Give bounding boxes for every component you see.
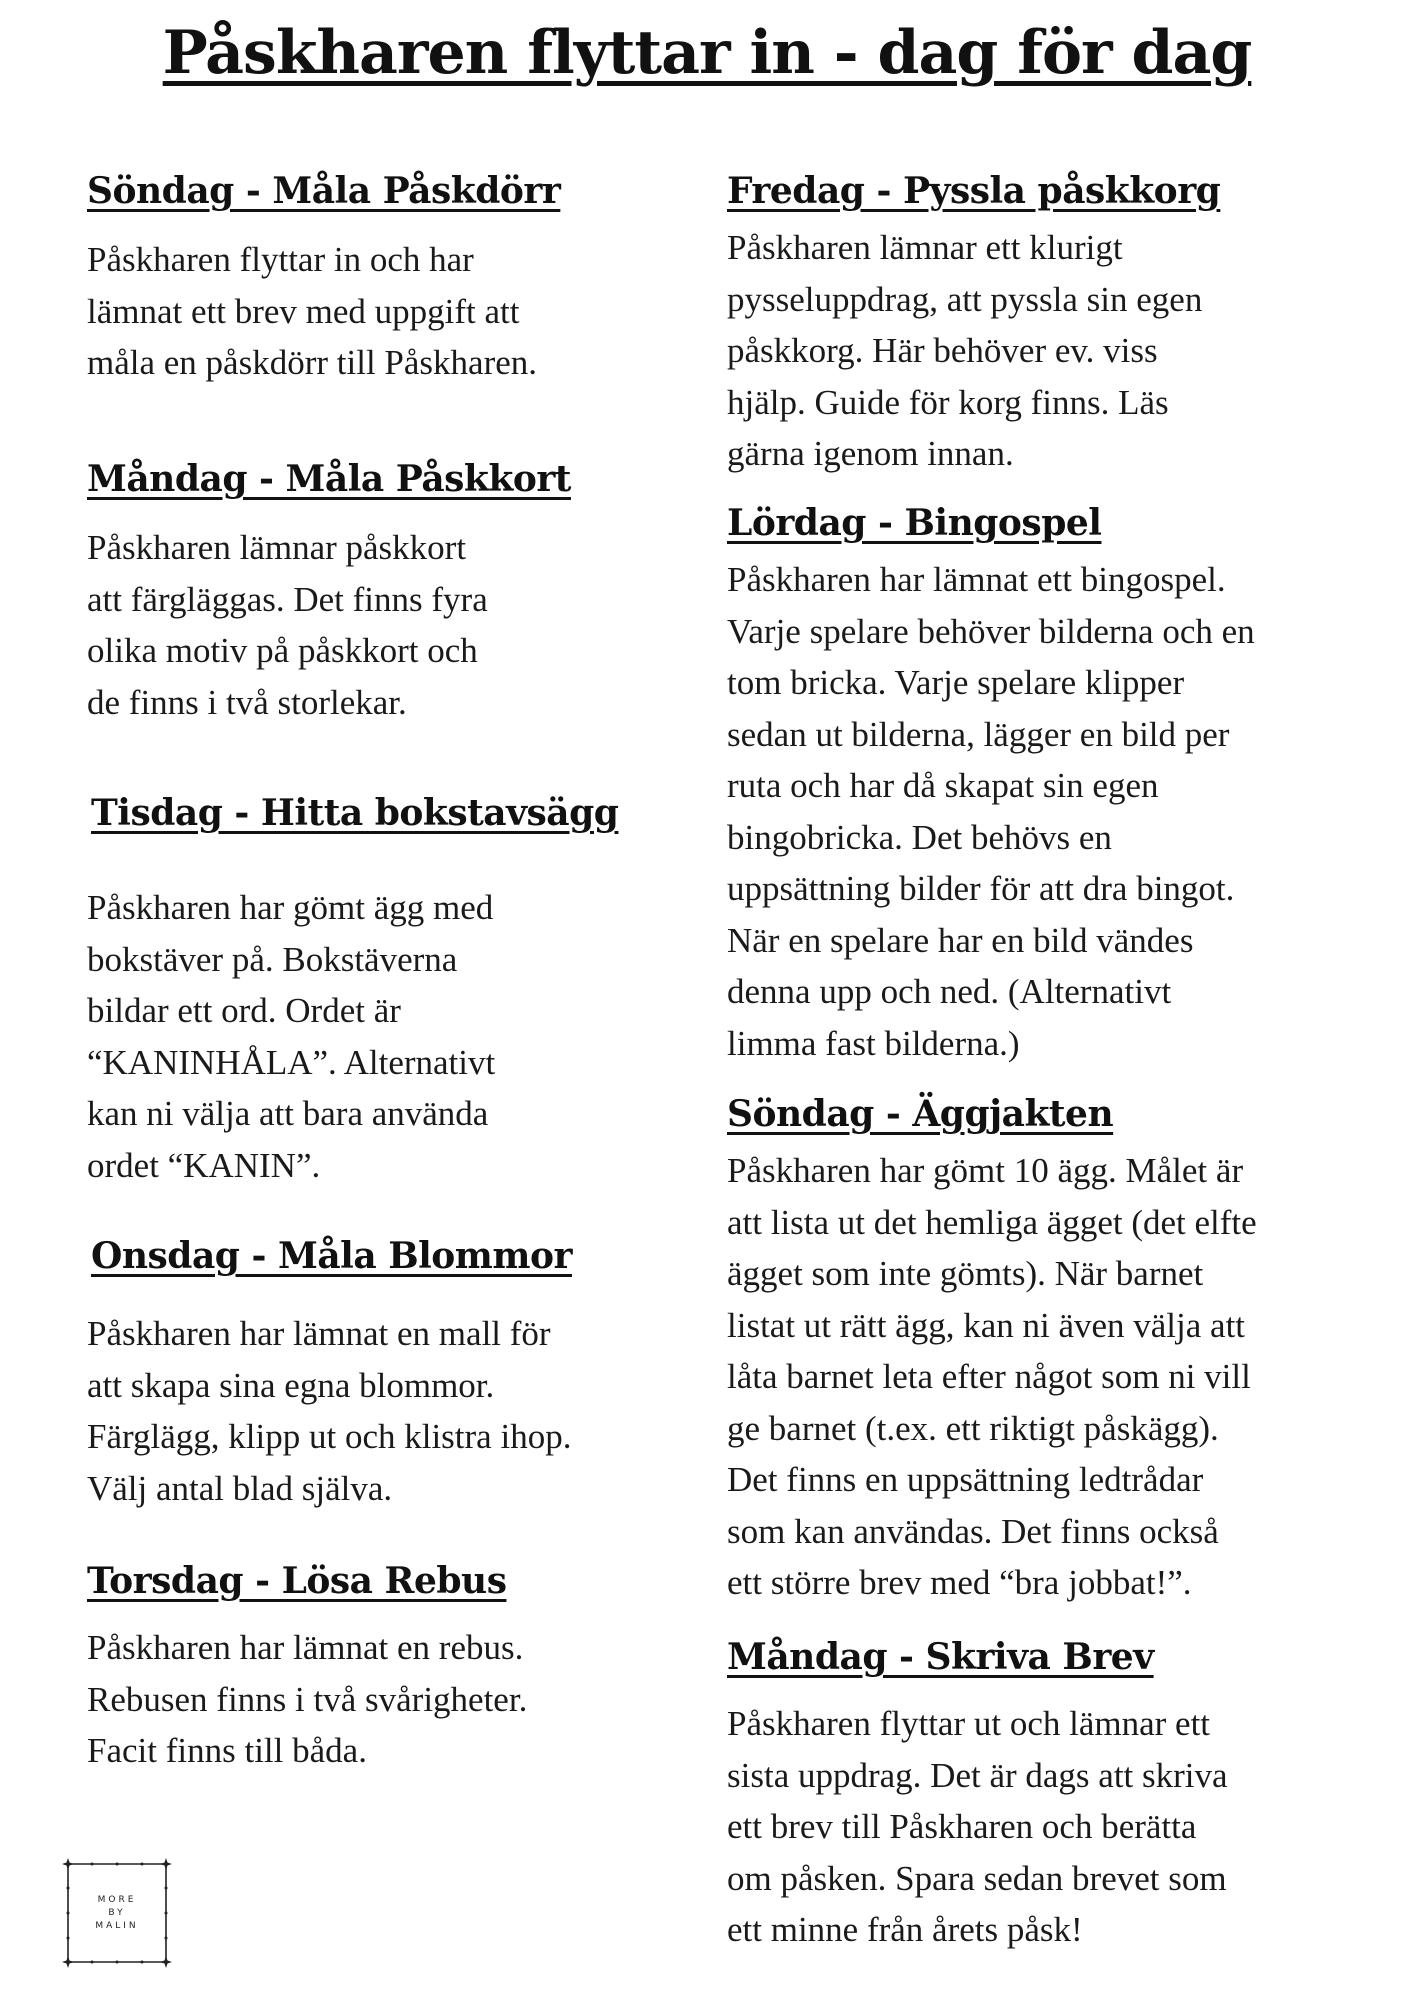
body-line: de finns i två storlekar. — [87, 682, 407, 722]
body-line: att färgläggas. Det finns fyra — [87, 579, 488, 619]
body-line: sedan ut bilderna, lägger en bild per — [727, 714, 1230, 754]
logo-text — [62, 1894, 172, 1933]
body-line: Påskharen har lämnat en rebus. — [87, 1628, 524, 1667]
body-line: Varje spelare behöver bilderna och en — [727, 611, 1255, 651]
body-line: ett brev till Påskharen och berätta — [727, 1807, 1197, 1846]
body-line: ett större brev med “bra jobbat!”. — [727, 1563, 1192, 1602]
body-line: listat ut rätt ägg, kan ni även välja att — [727, 1305, 1246, 1345]
body-line: ett minne från årets påsk! — [727, 1910, 1083, 1949]
section-tisdag-body — [87, 882, 687, 1191]
section-sondag-2 — [727, 1093, 1377, 1609]
body-line: Facit finns till båda. — [87, 1731, 367, 1770]
section-body — [727, 1145, 1377, 1609]
body-line: sista uppdrag. Det är dags att skriva — [727, 1755, 1228, 1795]
body-line: låta barnet leta efter något som ni vill — [727, 1357, 1251, 1396]
body-line: kan ni välja att bara använda — [87, 1094, 489, 1133]
body-line: limma fast bilderna.) — [727, 1023, 1020, 1063]
section-body — [727, 1698, 1377, 1956]
body-line: “KANINHÅLA”. Alternativt — [87, 1042, 496, 1082]
section-heading: Torsdag - Lösa Rebus — [87, 1560, 507, 1602]
section-body — [727, 554, 1377, 1069]
body-line: som kan användas. Det finns också — [727, 1511, 1219, 1551]
section-tisdag — [91, 792, 687, 834]
section-body — [87, 882, 687, 1191]
body-line: måla en påskdörr till Påskharen. — [87, 343, 538, 382]
body-line: Färglägg, klipp ut och klistra ihop. — [87, 1417, 572, 1456]
body-line: denna upp och ned. (Alternativt — [727, 972, 1172, 1011]
body-line: Det finns en uppsättning ledtrådar — [727, 1460, 1204, 1499]
logo-line: MALIN — [95, 1921, 139, 1931]
logo-line: MORE — [97, 1895, 137, 1905]
body-line: Påskharen lämnar påskkort — [87, 528, 467, 567]
section-heading: Tisdag - Hitta bokstavsägg — [91, 792, 619, 834]
section-mandag-1 — [87, 458, 687, 728]
body-line: Påskharen flyttar in och har — [87, 240, 474, 279]
section-body — [727, 222, 1377, 480]
section-heading: Söndag - Äggjakten — [727, 1093, 1114, 1135]
section-heading: Lördag - Bingospel — [727, 502, 1102, 544]
section-heading: Onsdag - Måla Blommor — [91, 1235, 572, 1277]
section-heading: Måndag - Måla Påskkort — [87, 458, 571, 500]
section-heading: Söndag - Måla Påskdörr — [87, 170, 561, 212]
body-line: ordet “KANIN”. — [87, 1145, 321, 1185]
section-onsdag — [91, 1235, 687, 1277]
page-title: Påskharen flyttar in - dag för dag — [162, 18, 1252, 88]
section-torsdag — [87, 1560, 687, 1777]
section-body — [87, 234, 687, 389]
body-line: pysseluppdrag, att pyssla sin egen — [727, 279, 1203, 319]
brand-logo — [62, 1858, 172, 1968]
body-line: Påskharen lämnar ett klurigt — [727, 228, 1123, 267]
body-line: När en spelare har en bild vändes — [727, 920, 1194, 960]
body-line: tom bricka. Varje spelare klipper — [727, 663, 1185, 702]
body-line: ägget som inte gömts). När barnet — [727, 1254, 1204, 1293]
body-line: Välj antal blad själva. — [87, 1468, 393, 1508]
body-line: att lista ut det hemliga ägget (det elfte — [727, 1202, 1257, 1242]
section-body — [87, 1308, 687, 1514]
body-line: Påskharen har gömt ägg med — [87, 888, 494, 927]
body-line: ruta och har då skapat sin egen — [727, 766, 1159, 805]
body-line: Påskharen flyttar ut och lämnar ett — [727, 1704, 1211, 1743]
body-line: bingobricka. Det behövs en — [727, 817, 1112, 857]
body-line: lämnat ett brev med uppgift att — [87, 291, 520, 331]
body-line: olika motiv på påskkort och — [87, 631, 478, 670]
body-line: påskkorg. Här behöver ev. viss — [727, 331, 1158, 370]
body-line: uppsättning bilder för att dra bingot. — [727, 869, 1235, 908]
section-fredag — [727, 170, 1377, 480]
body-line: Påskharen har lämnat ett bingospel. — [727, 560, 1226, 599]
body-line: Rebusen finns i två svårigheter. — [87, 1679, 528, 1719]
body-line: bildar ett ord. Ordet är — [87, 991, 401, 1030]
body-line: att skapa sina egna blommor. — [87, 1365, 495, 1405]
body-line: Påskharen har lämnat en mall för — [87, 1314, 551, 1353]
section-lordag — [727, 502, 1377, 1069]
section-onsdag-body — [87, 1308, 687, 1514]
section-body — [87, 1622, 687, 1777]
body-line: gärna igenom innan. — [727, 434, 1014, 473]
section-mandag-2 — [727, 1636, 1377, 1956]
section-sondag-1 — [87, 170, 687, 389]
body-line: hjälp. Guide för korg finns. Läs — [727, 382, 1169, 422]
body-line: om påsken. Spara sedan brevet som — [727, 1858, 1227, 1898]
body-line: Påskharen har gömt 10 ägg. Målet är — [727, 1151, 1244, 1190]
section-heading: Fredag - Pyssla påskkorg — [727, 170, 1221, 212]
body-line: bokstäver på. Bokstäverna — [87, 939, 458, 979]
section-heading: Måndag - Skriva Brev — [727, 1636, 1154, 1678]
section-body — [87, 522, 687, 728]
logo-line: BY — [108, 1908, 126, 1918]
body-line: ge barnet (t.ex. ett riktigt påskägg). — [727, 1408, 1219, 1448]
